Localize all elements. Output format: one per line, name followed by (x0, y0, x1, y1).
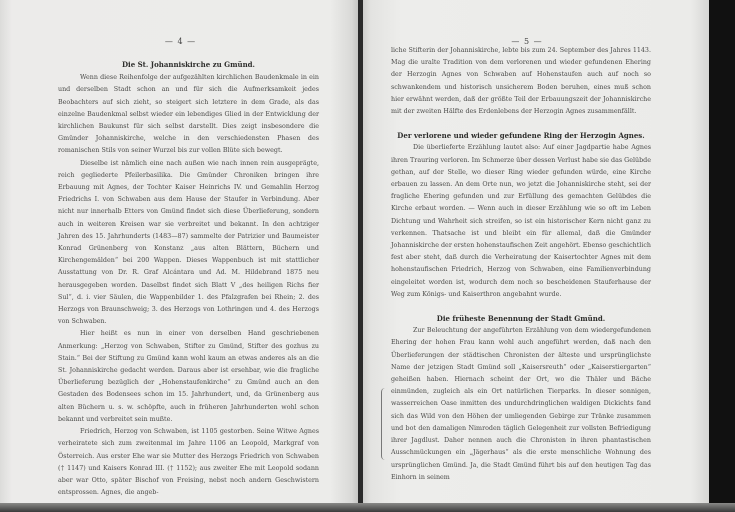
section-heading-lost-ring: Der verlorene und wieder gefundene Ring der Herzogin Agnes. (397, 131, 645, 141)
paragraph: Hier heißt es nun in einer von derselben Hand geschriebenen Anmerkung: „Herzog von Schwaben, Stifter zu Gmünd, Stifter des gozhus zu Stain.“ Bei der Stiftung zu Gmünd kann wohl kaum an etwas anderes als an die St. Johanniskirche gedacht werden. Daraus aber ist ersehbar, wie die fragliche Überlieferung bezüglich der „Hohenstaufenkirche“ zu Gmünd auch an den Gestaden des Bodensees schon im 15. Jahrhundert, und, da Grünenberg aus alten Büchern u. s. w. schöpfte, auch in früheren Jahrhunderten wohl schon bekannt und verbreitet sein mußte. (58, 330, 319, 423)
chapter-heading-johanniskirche: Die St. Johanniskirche zu Gmünd. (121, 60, 255, 69)
left-page (0, 0, 361, 505)
paragraph: Die überlieferte Erzählung lautet also: Auf einer Jagdpartie habe Agnes ihren Trauring verloren. Im Schmerze über dessen Verlust habe sie das Gelübde gethan, auf der Stelle, wo dieser Ring wieder gefunden würde, eine Kirche erbauen zu lassen. An dem Orte nun, wo jetzt die Johanniskirche steht, sei der fragliche Ehering gefunden und zur Erfüllung des gemachten Gelübdes die Kirche erbaut worden. — Wenn auch in dieser Erzählung wie so oft im Leben Dichtung und Wahrheit sich streifen, so ist ein historischer Kern nicht ganz zu verkennen. Thatsache ist und bleibt ein für allemal, daß die Gmünder Johanniskirche der ersten hohenstaufischen Zeit angehört. Ebenso geschichtlich fest aber steht, daß durch die Verheiratung der Kaisertochter Agnes mit dem hohenstaufischen Friedrich, Herzog von Schwaben, eine Familienverbindung eingeleitet worden ist, wodurch dem noch so bescheidenen Stauferhause der Weg zum Königs- und Kaiserthron angebahnt wurde. (391, 144, 652, 298)
book-gutter (358, 0, 363, 512)
page-number-right: — 5 — (511, 37, 543, 46)
right-page-text (391, 45, 651, 484)
scan-border (709, 0, 735, 512)
left-page-text (58, 59, 319, 499)
paragraph: Wenn diese Reihenfolge der aufgezählten kirchlichen Baudenkmale in ein und derselben Stadt schon an und für sich die Aufmerksamkeit jedes Beobachters auf sich zieht, so steigert sich letztere in dem Grade, als das einzelne Baudenkmal selbst wieder ein lebendiges Glied in der Entwicklung der kirchlichen Baukunst für sich selbst darstellt. Dies zeigt insbesondere die Gmünder Johanniskirche, welche in den verschiedensten Phasen des romanischen Stils von seiner Wurzel bis zur vollen Blüte sich bewegt. (58, 74, 319, 155)
scan-bottom-edge (0, 503, 735, 512)
section-heading-earliest-name: Die früheste Benennung der Stadt Gmünd. (436, 314, 606, 324)
page-number-left: — 4 — (164, 37, 197, 46)
right-page (361, 0, 709, 505)
paragraph: Zur Beleuchtung der angeführten Erzählung von dem wiedergefundenen Ehering der hohen Frau kann wohl auch angeführt werden, daß nach den Überlieferungen der städtischen Chronisten der älteste und ursprünglichste Name der jetzigen Stadt Gmünd soll „Kaisersreuth“ oder „Kaiserstiergarten“ geheißen haben. Hiernach scheint der Ort, wo die Thäler und Bäche einmünden, zugleich als ein Ort natürlichen Tierparks. In dieser sonnigen, wasserreichen Oase inmitten des undurchdringlichen waldigen Dickichts fand sich das Wild von den Höhen der umliegenden Gebirge zur Tränke zusammen und bot den damaligen Nimroden täglich Gelegenheit zur vollsten Befriedigung ihrer Jagdlust. Daher nennen auch die Chronisten in ihren phantastischen Ausschmückungen ein „Jägerhaus“ als die erste menschliche Wohnung des ursprünglichen Gmünd. Ja, die Stadt Gmünd führt bis auf den heutigen Tag das Einhorn in seinem (391, 327, 651, 481)
continued-paragraph: liche Stifterin der Johanniskirche, lebte bis zum 24. September des Jahres 1143. Mag die uralte Tradition von dem verlorenen und wieder gefundenen Ehering der Herzogin Agnes von Schwaben auf Hohenstaufen auch auf noch so schwankendem und historisch unsicherem Boden beruhen, eines muß schon hier erwähnt werden, daß der größte Teil der Erbauungszeit der Johanniskirche mit der zweiten Hälfte des Erdenlebens der Herzogin Agnes zusammenfällt. (391, 47, 651, 116)
margin-pencil-mark (381, 388, 388, 460)
paragraph: Dieselbe ist nämlich eine nach außen wie nach innen rein ausgeprägte, reich gegliederte Pfeilerbasilika. Die Gmünder Chroniken bringen ihre Erbauung mit Agnes, der Tochter Kaiser Heinrichs IV. und Gemahlin Herzog Friedrichs I. von Schwaben aus dem Hause der Staufer in Verbindung. Aber nicht nur innerhalb Etters von Gmünd findet sich diese Überlieferung, sondern auch in weiteren Kreisen war sie verbreitet und bekannt. In den achtziger Jahren des 15. Jahrhunderts (1483—87) sammelte der Patrizier und Baumeister Konrad Grünenberg von Konstanz „aus alten Blättern, Büchern und Kirchengemälden“ bei 200 Wappen. Dieses Wappenbuch ist mit stattlicher Ausstattung von Dr. R. Graf Alcántara und Ad. M. Hildebrand 1875 neu herausgegeben worden. Daselbst findet sich Blatt V „des heiligen Richs fier Sul“, d. i. vier Säulen, die Wappenbilder 1. des Pfalzgrafen bei Rhein; 2. des Herzogs von Braunschweig; 3. des Herzogs von Lothringen und 4. des Herzogs von Schwaben. (58, 159, 319, 326)
paragraph: Friedrich, Herzog von Schwaben, ist 1105 gestorben. Seine Witwe Agnes verheiratete sich zum zweitenmal im Jahre 1106 an Leopold, Markgraf von Österreich. Aus erster Ehe war sie Mutter des Herzogs Friedrich von Schwaben († 1147) und Kaisers Konrad III. († 1152); aus zweiter Ehe mit Leopold sodann aber war Otto, später Bischof von Freising, nebst noch andern Geschwistern entsprossen. Agnes, die angeb- (58, 428, 319, 497)
